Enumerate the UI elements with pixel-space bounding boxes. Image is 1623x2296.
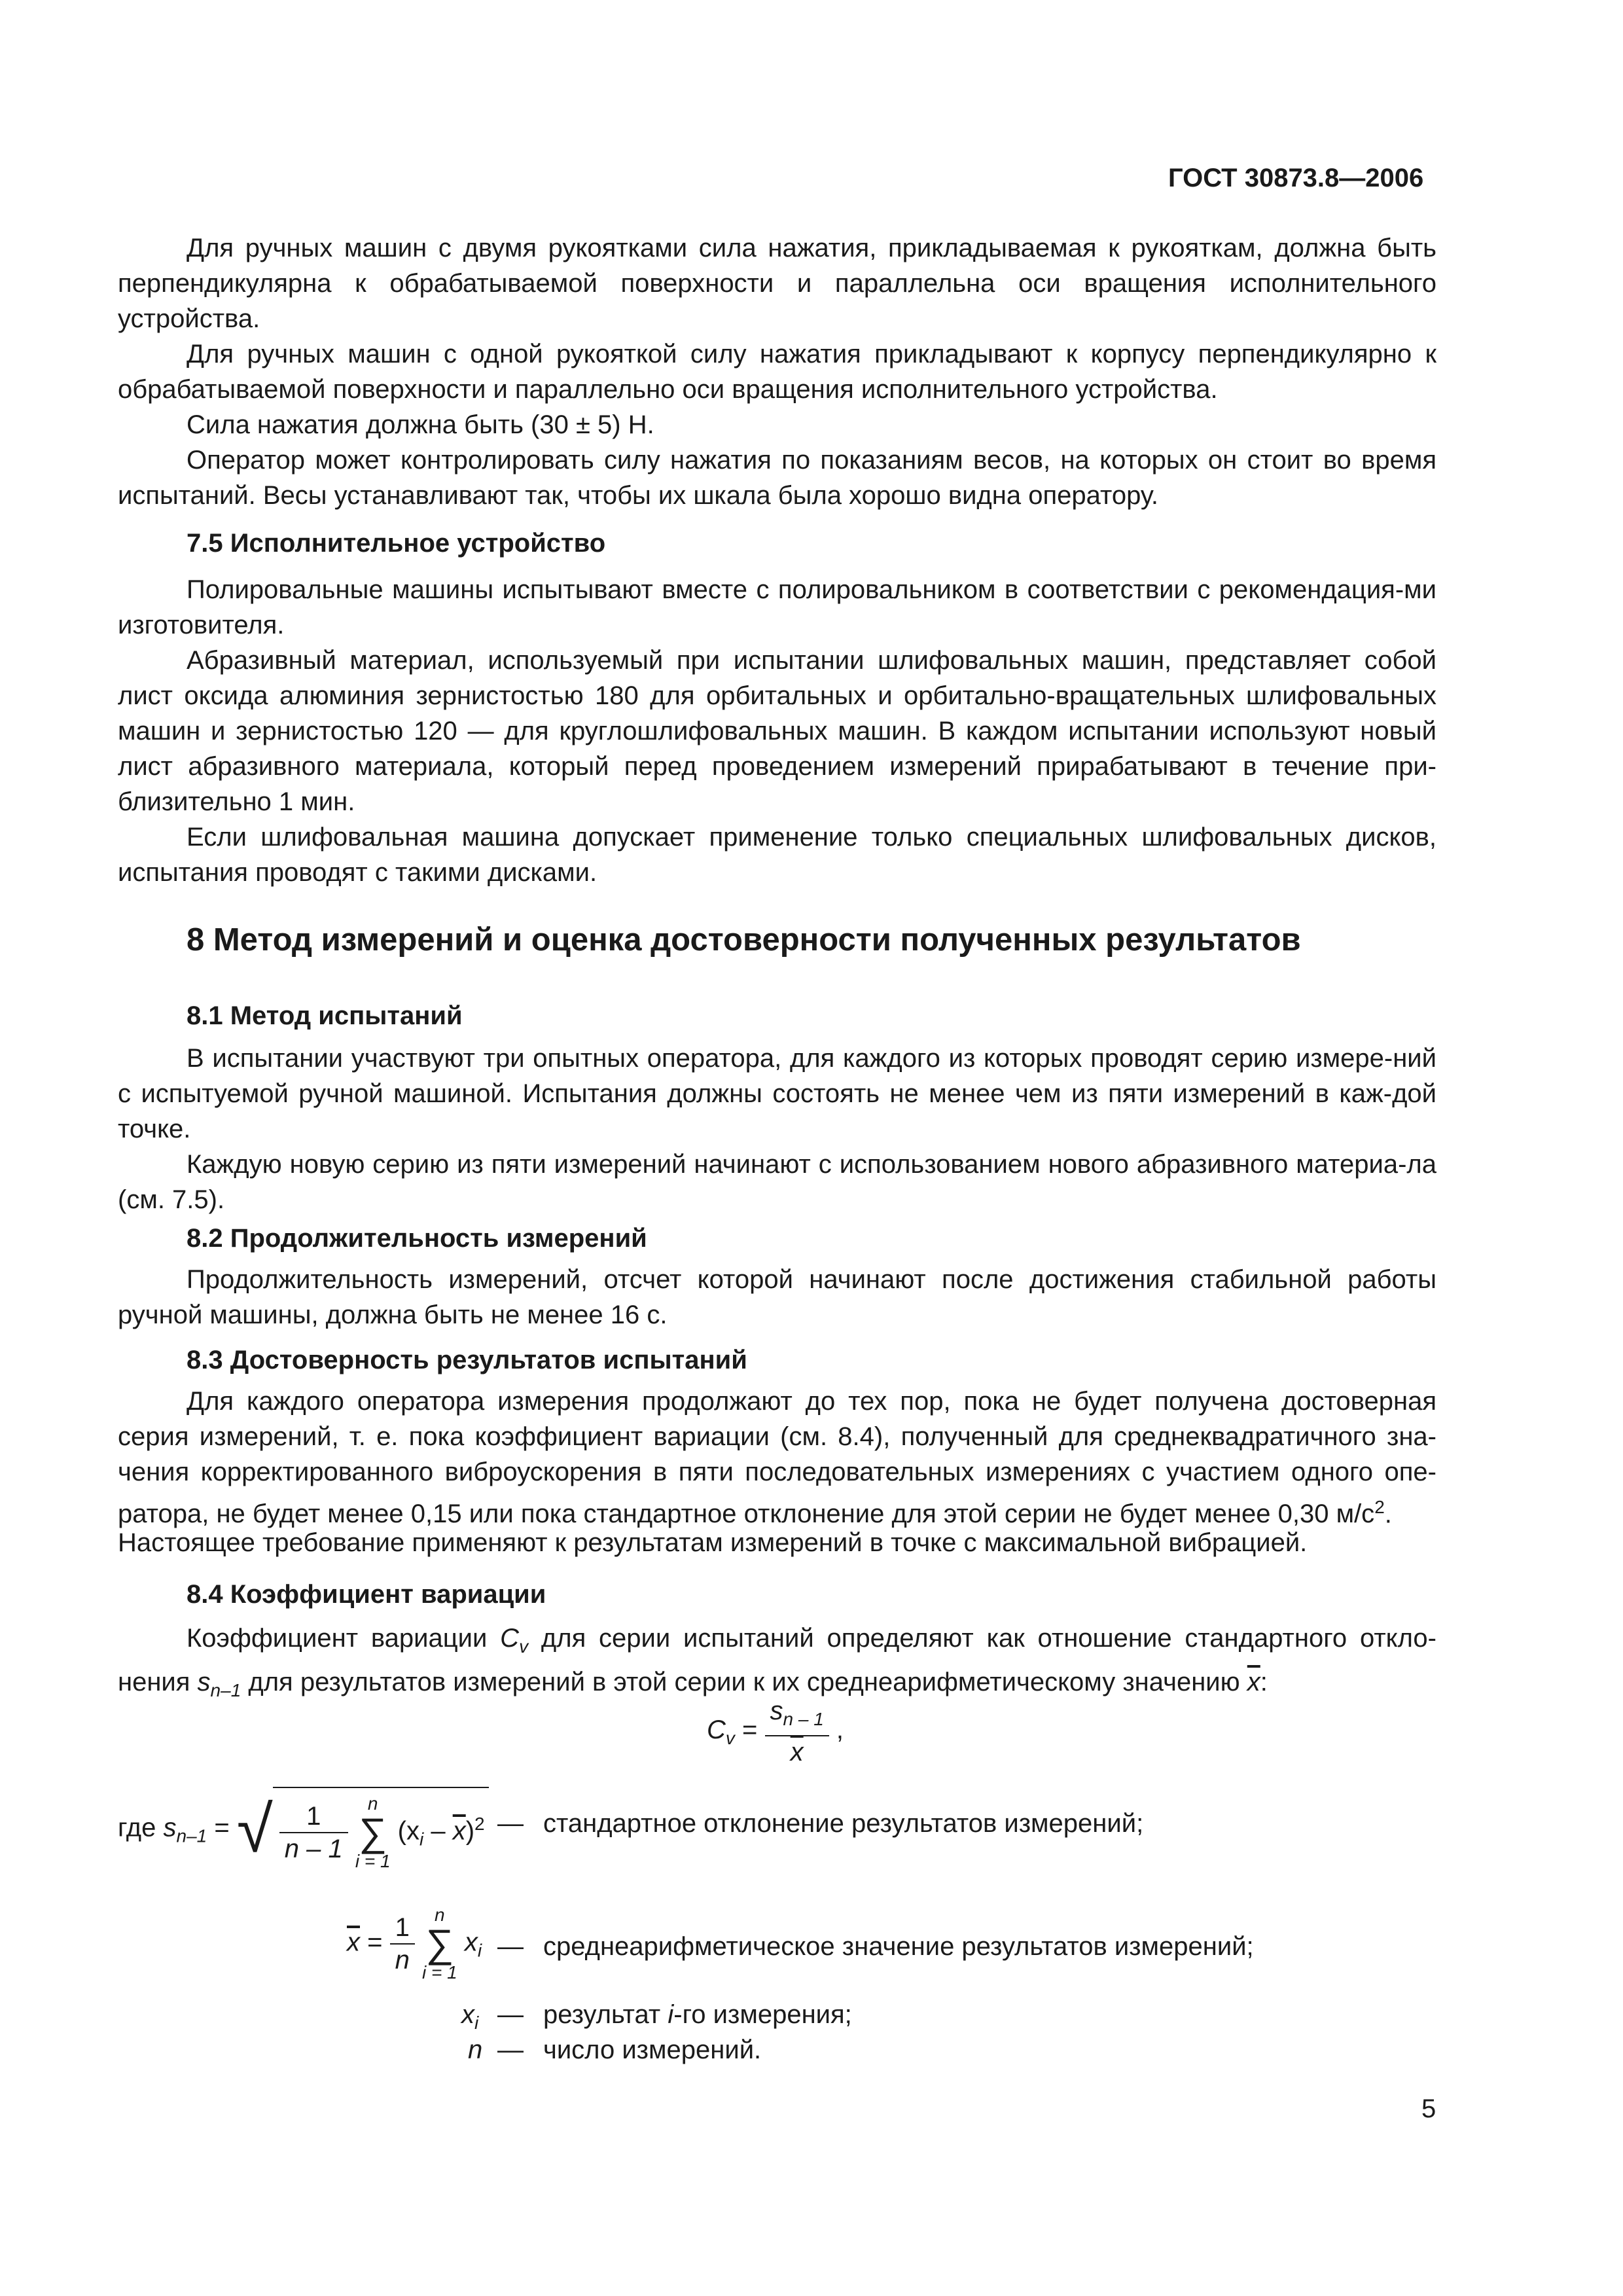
section-8-title: 8 Метод измерений и оценка достоверности полученных результатов: [187, 922, 1301, 958]
symbol-xi: $x_i$: [461, 2000, 479, 2033]
desc-std: стандартное отклонение результатов измерений;: [543, 1809, 1144, 1838]
heading-8-1: 8.1 Метод испытаний: [187, 1001, 463, 1030]
heading-8-2: 8.2 Продолжительность измерений: [187, 1224, 647, 1253]
heading-7-5: 7.5 Исполнительное устройство: [187, 529, 606, 558]
formula-std: где $s_{n-1}$ = √ $\frac{1}{n - 1}$ n ∑ i = 1 $(x_i - \overline{x})^2$: [118, 1787, 489, 1872]
paragraph-p11: Для каждого оператора измерения продолжают до тех пор, пока не будет получена достоверная серия измерений, т. е. пока коэффициент вариации (см. 8.4), полученный для среднеквадратичного зна-чения корректированного виброускорения в пяти последовательных измерениях с участием одного опе-ратора, не будет менее 0,15 или пока стандартное отклонение для этой серии не будет менее 0,30 $м/с^2$.: [118, 1387, 1436, 1529]
paragraph-p8: В испытании участвуют три опытных оператора, для каждого из которых проводят серию измере-ний с испытуемой ручной машиной. Испытания должны состоять не менее чем из пяти измерений в каж-дой точке.: [118, 1044, 1436, 1143]
paragraph-p1: Для ручных машин с двумя рукоятками сила нажатия, прикладываемая к рукояткам, должна быть перпендикулярна к обрабатываемой поверхности и параллельна оси вращения исполнительного устройства.: [118, 234, 1436, 333]
desc-n: число измерений.: [543, 2036, 762, 2064]
paragraph-p10: Продолжительность измерений, отсчет которой начинают после достижения стабильной работы ручной машины, должна быть не менее 16 с.: [118, 1265, 1436, 1329]
heading-8-3: 8.3 Достоверность результатов испытаний: [187, 1346, 747, 1374]
desc-xi: результат i-го измерения;: [543, 2000, 852, 2029]
page-number: 5: [1421, 2094, 1436, 2123]
dash-3: —: [497, 2000, 524, 2029]
paragraph-p12: Настоящее требование применяют к результатам измерений в точке с максимальной вибрацией.: [118, 1528, 1308, 1557]
dash-2: —: [497, 1932, 524, 1961]
paragraph-p4: Оператор может контролировать силу нажатия по показаниям весов, на которых он стоит во время испытаний. Весы устанавливают так, чтобы их шкала была хорошо видна оператору.: [118, 446, 1436, 510]
heading-8-4: 8.4 Коэффициент вариации: [187, 1580, 546, 1609]
paragraph-p7: Если шлифовальная машина допускает применение только специальных шлифовальных дисков, испытания проводят с такими дисками.: [118, 823, 1436, 887]
paragraph-p5: Полировальные машины испытывают вместе с полировальником в соответствии с рекомендация-ми изготовителя.: [118, 575, 1436, 639]
desc-mean: среднеарифметическое значение результатов измерений;: [543, 1932, 1254, 1961]
dash-1: —: [497, 1809, 524, 1838]
dash-4: —: [497, 2036, 524, 2064]
symbol-n: n: [468, 2036, 483, 2064]
paragraph-p3: Сила нажатия должна быть (30 ± 5) Н.: [187, 410, 654, 439]
paragraph-p9: Каждую новую серию из пяти измерений начинают с использованием нового абразивного материа-ла (см. 7.5).: [118, 1150, 1436, 1214]
formula-mean: $\overline{x}$ = $\frac{1}{n}$ n ∑ i = 1 $x_i$: [347, 1905, 482, 1982]
paragraph-p6: Абразивный материал, используемый при испытании шлифовальных машин, представляет собой лист оксида алюминия зернистостью 180 для орбитальных и орбитально-вращательных шлифовальных машин и зернистостью 120 — для круглошлифовальных машин. В каждом испытании используют новый лист абразивного материала, который перед проведением измерений прирабатывают в течение при-близительно 1 мин.: [118, 646, 1436, 816]
document-code: ГОСТ 30873.8—2006: [1168, 164, 1424, 192]
paragraph-p13: Коэффициент вариации $C_v$ для серии испытаний определяют как отношение стандартного откло-нения $s_{n-1}$ для результатов измерений в этой серии к их среднеарифметическому значению $\overline{x}$:: [118, 1624, 1436, 1700]
formula-cv: $C_v$ = $\frac{s_{n - 1}}{x}$ ,: [707, 1696, 844, 1767]
paragraph-p2: Для ручных машин с одной рукояткой силу нажатия прикладывают к корпусу перпендикулярно к обрабатываемой поверхности и параллельно оси вращения исполнительного устройства.: [118, 340, 1436, 404]
